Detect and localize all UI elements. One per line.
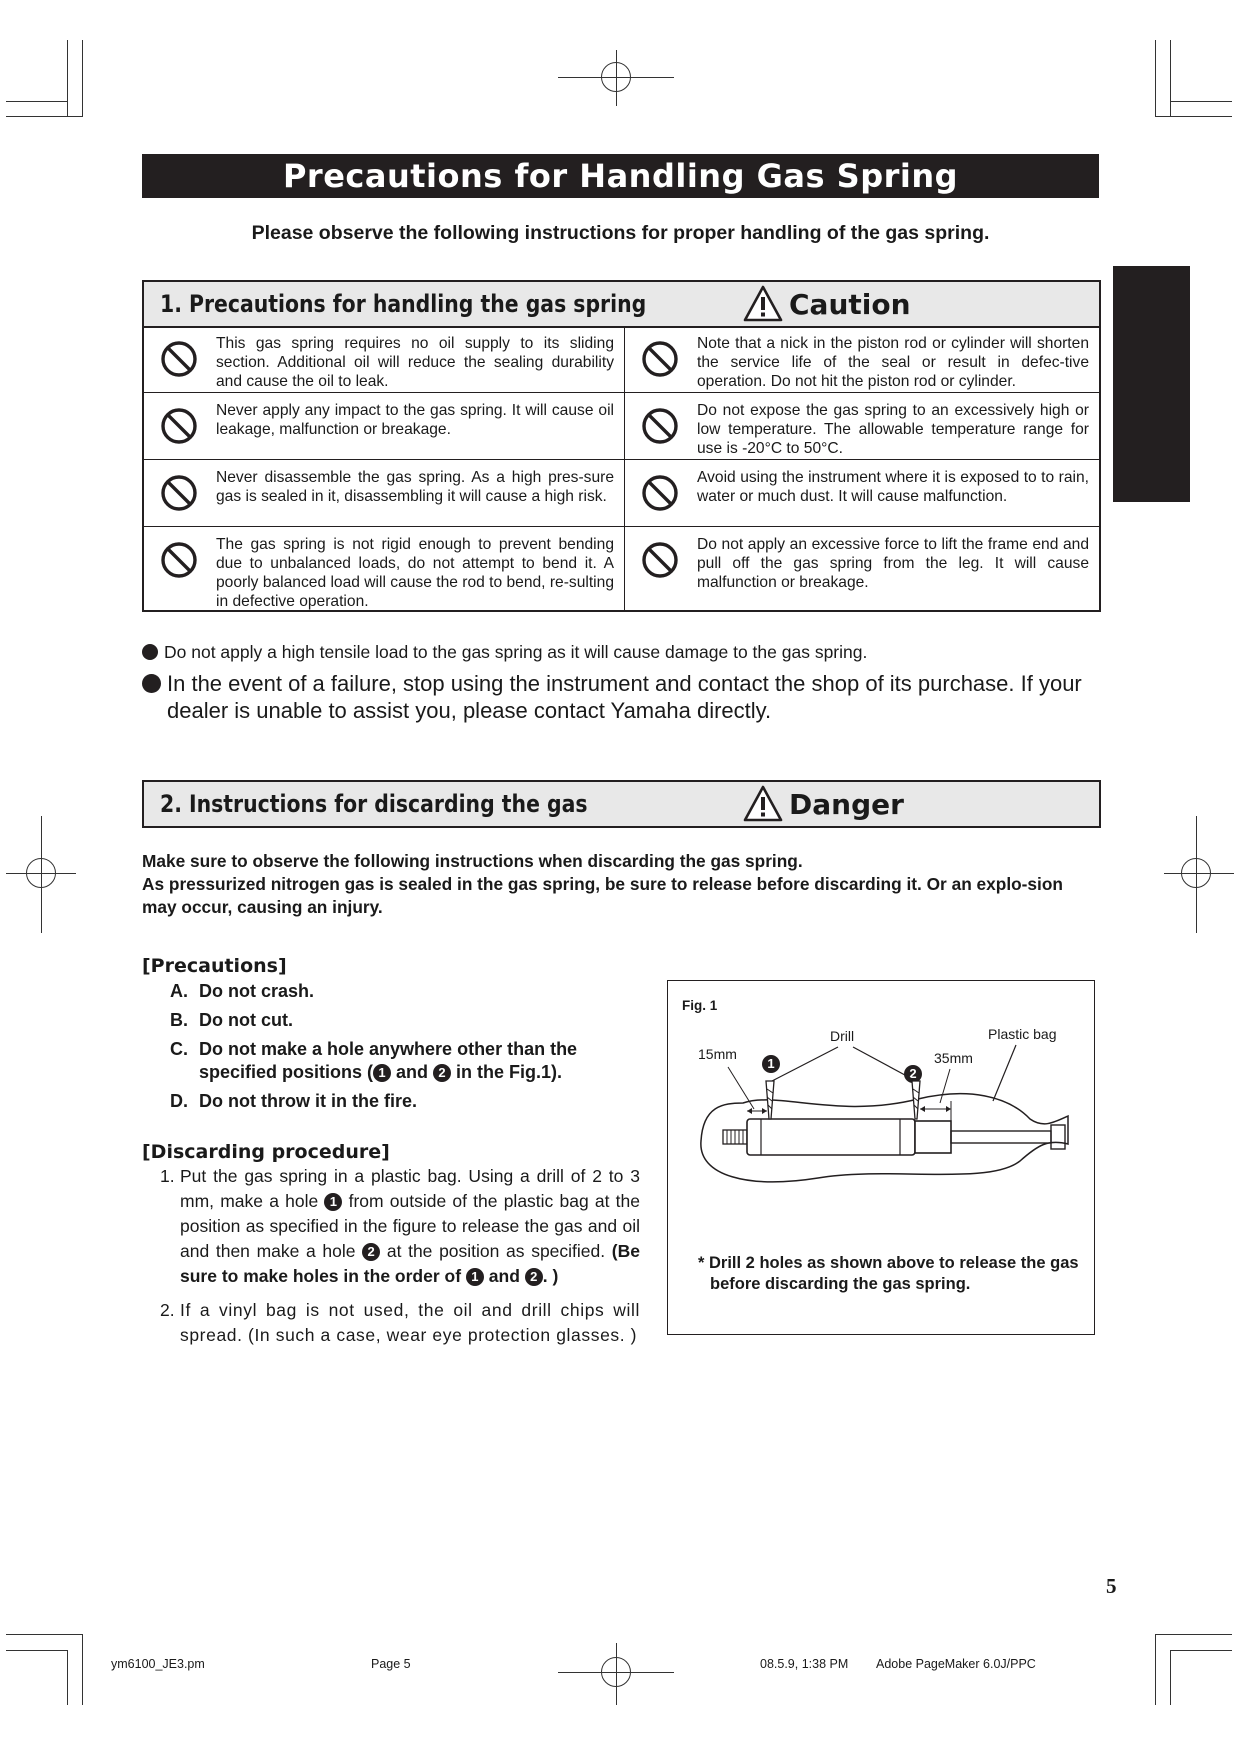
gas-spring-diagram [668, 981, 1096, 1241]
step-text: If a vinyl bag is not used, the oil and drill chips will spread. (In such a case, wear eye protection glasses. ) [180, 1300, 640, 1345]
number-1-icon: 1 [373, 1064, 391, 1082]
number-2-icon: 2 [433, 1064, 451, 1082]
caution-text: Never disassemble the gas spring. As a high pres-sure gas is sealed in it, disassembling it will cause a high risk. [216, 469, 614, 505]
precaution-text: Do not throw it in the fire. [199, 1091, 417, 1111]
caution-item [625, 326, 1099, 393]
caution-text: Avoid using the instrument where it is exposed to to rain, water or much dust. It will cause malfunction. [697, 469, 1089, 505]
caution-table [142, 326, 1101, 612]
discard-note-line2: As pressurized nitrogen gas is sealed in the gas spring, be sure to release before discarding it. Or an explo-sion may occur, causing an injury. [142, 874, 1063, 917]
prohibited-icon [160, 541, 198, 579]
caution-item [144, 527, 625, 610]
danger-label [743, 782, 904, 826]
prohibited-icon [641, 340, 679, 378]
number-1-icon: 1 [324, 1193, 342, 1211]
caution-item [144, 460, 625, 527]
number-2-icon: 2 [362, 1243, 380, 1261]
procedure-step-2 [160, 1298, 640, 1348]
precaution-text: Do not make a hole anywhere other than the specified positions ( 1 and 2 in the Fig.1). [199, 1039, 578, 1082]
caution-label [743, 282, 911, 326]
warning-triangle-icon [743, 785, 783, 823]
prohibited-icon [160, 407, 198, 445]
section2-title: 2. Instructions for discarding the gas [160, 790, 588, 818]
caution-text: Caution [789, 287, 911, 321]
caution-text: This gas spring requires no oil supply to its sliding section. Additional oil will reduce the sealing durability and cause the oil to leak. [216, 335, 614, 390]
footer-application: Adobe PageMaker 6.0J/PPC [876, 1657, 1036, 1671]
number-2-icon: 2 [525, 1268, 543, 1286]
precaution-text: Do not crash. [199, 981, 315, 1001]
figure-caption: * Drill 2 holes as shown above to release the gas before discarding the gas spring. [698, 1254, 1079, 1293]
precaution-item [170, 1090, 417, 1113]
precaution-item [170, 1038, 600, 1084]
figure-label: Fig. 1 [682, 998, 718, 1013]
precaution-label: D. [170, 1091, 188, 1111]
bullet-text: Do not apply a high tensile load to the gas spring as it will cause damage to the gas spring. [164, 642, 868, 662]
caution-text: Do not apply an excessive force to lift the frame end and pull off the gas spring from the leg. It will cause malfunction or breakage. [697, 536, 1089, 591]
number-1-icon: 1 [466, 1268, 484, 1286]
procedure-heading: [Discarding procedure] [142, 1141, 390, 1163]
section-tab [1113, 266, 1190, 502]
precaution-label: A. [170, 981, 188, 1001]
prohibited-icon [160, 340, 198, 378]
bullet-item [142, 670, 1102, 724]
section1-title: 1. Precautions for handling the gas spring [160, 290, 647, 318]
number-1-icon: 1 [762, 1055, 780, 1073]
dimension-35mm-label: 35mm [934, 1050, 973, 1066]
dimension-15mm-label: 15mm [698, 1046, 737, 1062]
intro-text: Please observe the following instructions for proper handling of the gas spring. [251, 222, 990, 244]
precaution-label: B. [170, 1010, 188, 1030]
step-number: 1. [160, 1166, 175, 1186]
step-text: Put the gas spring in a plastic bag. Using a drill of 2 to 3 mm, make a hole 1 from outside of the plastic bag at the position as specified in the figure to release the gas and oil and then make a hole 2 at the position as specified. (Be sure to make holes in the order of 1 and 2 . ) [180, 1166, 640, 1286]
caution-item [625, 527, 1099, 610]
prohibited-icon [641, 541, 679, 579]
footer-date: 08.5.9, 1:38 PM [760, 1657, 849, 1671]
caution-text: The gas spring is not rigid enough to prevent bending due to unbalanced loads, do not attempt to bend it. A poorly balanced load will cause the rod to bend, re-sulting in defective operation. [216, 536, 614, 610]
discard-note [142, 850, 1097, 919]
procedure-step-1 [160, 1164, 640, 1289]
precaution-text: Do not cut. [199, 1010, 293, 1030]
danger-text: Danger [789, 787, 904, 821]
step-number: 2. [160, 1300, 175, 1320]
bullet-dot-icon [142, 644, 158, 660]
page-title: Precautions for Handling Gas Spring [142, 154, 1099, 198]
caution-text: Never apply any impact to the gas spring. It will cause oil leakage, malfunction or breakage. [216, 402, 614, 438]
caution-item [144, 326, 625, 393]
caution-item [625, 460, 1099, 527]
drill-label: Drill [830, 1028, 855, 1044]
precautions-heading: [Precautions] [142, 955, 287, 977]
bullet-dot-icon [142, 674, 161, 693]
section1-header [142, 280, 1101, 328]
figure-1 [667, 980, 1095, 1335]
number-2-icon: 2 [904, 1065, 922, 1083]
section2-header [142, 780, 1101, 828]
discard-note-line1: Make sure to observe the following instructions when discarding the gas spring. [142, 851, 803, 871]
bullet-text: In the event of a failure, stop using the instrument and contact the shop of its purchase. If your dealer is unable to assist you, please contact Yamaha directly. [167, 671, 1082, 723]
footer-filename: ym6100_JE3.pm [111, 1657, 205, 1671]
page-number: 5 [1106, 1574, 1117, 1598]
caution-text: Do not expose the gas spring to an excessively high or low temperature. The allowable temperature range for use is -20°C to 50°C. [697, 402, 1089, 457]
caution-text: Note that a nick in the piston rod or cylinder will shorten the service life of the seal or result in defec-tive operation. Do not hit the piston rod or cylinder. [697, 335, 1089, 390]
prohibited-icon [160, 474, 198, 512]
warning-triangle-icon [743, 285, 783, 323]
caution-item [625, 393, 1099, 460]
caution-item [144, 393, 625, 460]
prohibited-icon [641, 407, 679, 445]
precaution-item [170, 980, 314, 1003]
precaution-label: C. [170, 1039, 188, 1059]
plastic-bag-label: Plastic bag [988, 1026, 1057, 1042]
precaution-item [170, 1009, 293, 1032]
bullet-item [142, 641, 1102, 663]
prohibited-icon [641, 474, 679, 512]
footer-page: Page 5 [371, 1657, 411, 1671]
